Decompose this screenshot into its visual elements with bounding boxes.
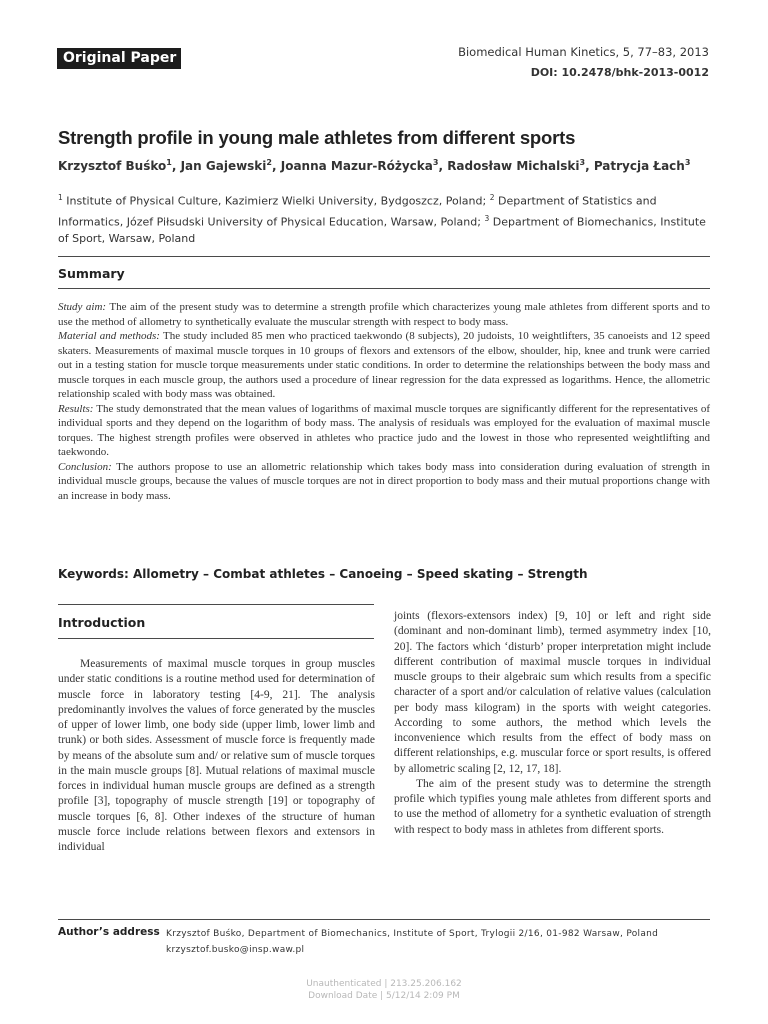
keywords: Keywords: Allometry – Combat athletes – Canoeing – Speed skating – Strength [58, 567, 588, 581]
divider [58, 919, 710, 920]
abstract-section: Results: The study demonstrated that the mean values of logarithms of maximal muscle torques are significantly different for the representatives of individual sports and they depend on the logarithm of body mass. The analysis of residuals was employed for the evaluation of maximal muscle torques. The highest strength profiles were observed in athletes who practice judo and the lowest in those who represented weightlifting and taekwondo. [58, 402, 710, 458]
summary-heading: Summary [58, 266, 125, 281]
abstract-section: Material and methods: The study included 85 men who practiced taekwondo (8 subjects), 20 judoists, 10 weightlifters, 35 canoeists and 12 speed skaters. Measurements of maximal muscle torques in 10 groups of flexors and extensors of the elbow, shoulder, hip, knee and trunk were carried out in a testing station for muscle torque measurements under static conditions. In order to determine the relationships between the body mass and muscle torques in each muscle group, the authors used a procedure of linear regression for the data expressed as logarithms. Hence, the allometric relationship scaled with body mass was obtained. [58, 330, 710, 400]
abstract [58, 300, 710, 503]
divider [58, 288, 710, 289]
body-column-left [58, 657, 375, 855]
affiliation: Department of Biomechanics, Institute of Sport, Warsaw, Poland [58, 215, 706, 246]
download-date: Download Date | 5/12/14 2:09 PM [308, 991, 460, 1001]
author: Radosław Michalski$^3$ [447, 158, 586, 173]
doi-link[interactable]: DOI: 10.2478/bhk-2013-0012 [530, 66, 709, 79]
affiliations: $^1$ Institute of Physical Culture, Kazimierz Wielki University, Bydgoszcz, Poland; $^2$ Department of Statistics and Informatics, Józef Piłsudski University of Physical Education, Warsaw, Poland; $^3$ Department of Biomechanics, Institute of Sport, Warsaw, Poland [58, 193, 706, 246]
download-info [0, 978, 768, 1002]
auth-status: Unauthenticated | 213.25.206.162 [306, 979, 462, 989]
address-line: Krzysztof Buśko, Department of Biomechanics, Institute of Sport, Trylogii 2/16, 01-982 Warsaw, Poland [166, 929, 659, 939]
divider [58, 604, 374, 605]
author-email[interactable]: krzysztof.busko@insp.waw.pl [166, 945, 305, 955]
abstract-section: Study aim: The aim of the present study was to determine a strength profile which characterizes young male athletes from different sports and to use the method of allometry to synthetically evaluate the muscular strength with respect to body mass. [58, 301, 710, 328]
article-type-badge: Original Paper [57, 48, 181, 69]
author: Krzysztof Buśko$^1$ [58, 158, 172, 173]
author: Joanna Mazur-Różycka$^3$ [280, 158, 439, 173]
journal-citation: Biomedical Human Kinetics, 5, 77–83, 2013 [458, 45, 709, 59]
introduction-heading: Introduction [58, 615, 146, 630]
abstract-section: Conclusion: The authors propose to use an allometric relationship which takes body mass into consideration during evaluation of strength in individual muscle groups, because the values of muscle torques are not in direct proportion to body mass and their mutual proportions change with an increase in body mass. [58, 460, 710, 502]
author: Jan Gajewski$^2$ [180, 158, 272, 173]
body-paragraph: Measurements of maximal muscle torques in group muscles under static conditions is a routine method used for determination of muscle force in laboratory testing [4-9, 21]. The analysis predominantly involves the values of force generated by the muscles of upper of lower limb, one body side (upper limb, lower limb and trunk) or both sides. Assessment of muscle force is frequently made by means of the absolute sum and/ or relative sum of muscle torques in the main muscle groups [8]. Mutual relations of maximal muscle forces in individual human muscle groups are defined as a strength profile [3], topography of muscle strength [19] or topography of muscle torques [6, 8]. Other indexes of the structure of human muscle force include relations between flexors and extensors in individual [58, 658, 375, 853]
affiliation: Department of Statistics and Informatics, Józef Piłsudski University of Physical Education, Warsaw, Poland; [58, 194, 657, 229]
authors-address-label: Author’s address [58, 926, 160, 938]
divider [58, 256, 710, 257]
affiliation: Institute of Physical Culture, Kazimierz Wielki University, Bydgoszcz, Poland; [66, 194, 487, 208]
body-paragraph: The aim of the present study was to determine the strength profile which typifies young male athletes from different sports and to use the method of allometry for a synthetic evaluation of strength with respect to body mass in athletes from different sports. [394, 777, 711, 836]
divider [58, 638, 374, 639]
paper-title: Strength profile in young male athletes from different sports [58, 127, 576, 148]
author-list: Krzysztof Buśko$^1$, Jan Gajewski$^2$, Joanna Mazur-Różycka$^3$, Radosław Michalski$^3$, Patrycja Łach$^3$ [58, 158, 691, 173]
body-column-right [394, 609, 711, 838]
body-paragraph: joints (flexors-extensors index) [9, 10] or left and right side (dominant and non-dominant limb), termed asymmetry index [10, 20]. The factors which ‘disturb’ proper interpretation might include different contribution of maximal muscle torques in individual muscle groups to their algebraic sum which results from a specific character of a sport and/or calculation of relative values (calculation per body mass kilogram) in the sports with weight categories. According to some authors, the method which levels the inconvenience which results from the effect of body mass on different relationships, e.g. muscular force or sport results, is offered by allometric scaling [2, 12, 17, 18]. [394, 610, 711, 775]
authors-address [166, 926, 658, 958]
author: Patrycja Łach$^3$ [593, 158, 691, 173]
